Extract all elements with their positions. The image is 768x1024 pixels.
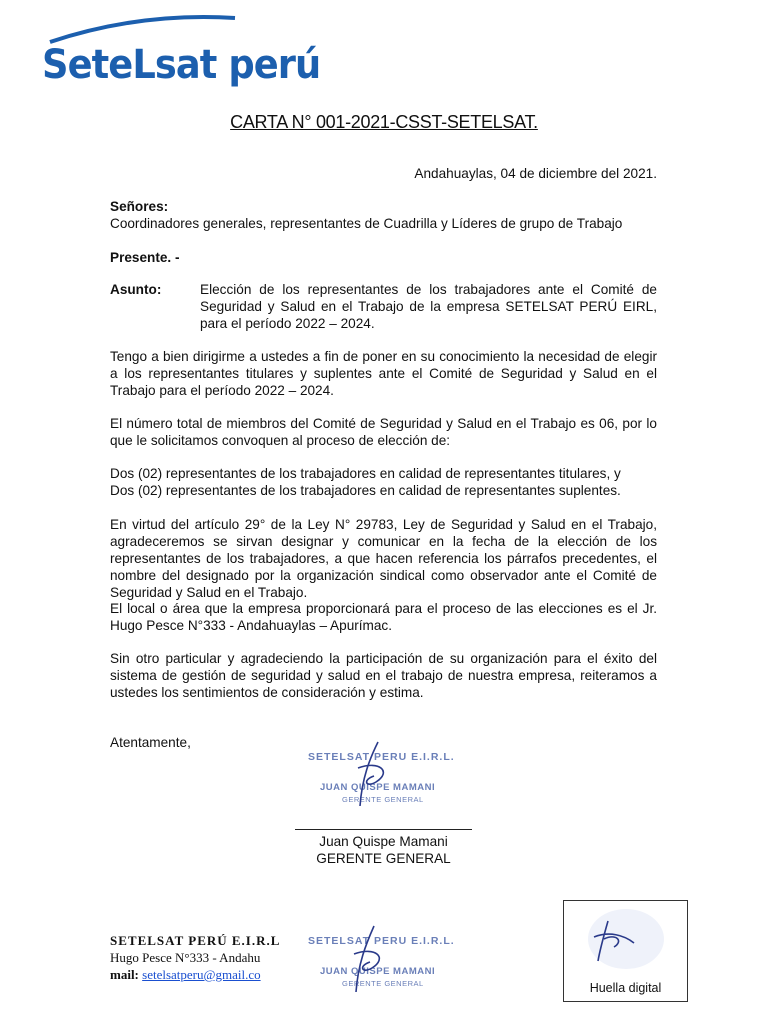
stamp-lower-line-3: GERENTE GENERAL [342, 979, 424, 988]
paragraph-1: Tengo a bien dirigirme a ustedes a fin de poner en su conocimiento la necesidad de elegir a los representantes titulares y suplentes ante el Comité de Seguridad y Salud en el Trabajo para el período 2022 – 2024. [110, 349, 657, 398]
fingerprint-label: Huella digital [589, 981, 662, 995]
footer-address: Hugo Pesce N°333 - Andahu [110, 950, 261, 965]
stamp-lower-line-1: SETELSAT PERU E.I.R.L. [308, 935, 455, 947]
company-stamp-lower [300, 922, 470, 1002]
signer-role: GERENTE GENERAL [316, 851, 451, 866]
signature-line [295, 829, 472, 830]
footer-mail-label: mail: [110, 967, 139, 982]
logo-text: SeteLsat perú [42, 42, 321, 88]
stamp-line-3: GERENTE GENERAL [342, 795, 424, 804]
list-item-2: Dos (02) representantes de los trabajadores en calidad de representantes suplentes. [110, 483, 621, 498]
company-stamp [300, 738, 470, 818]
place-date: Andahuaylas, 04 de diciembre del 2021. [414, 166, 657, 181]
stamp-lower-line-2: JUAN QUISPE MAMANI [320, 966, 436, 977]
company-logo [40, 12, 321, 90]
paragraph-3: En virtud del artículo 29° de la Ley N° 29783, Ley de Seguridad y Salud en el Trabajo, agradeceremos se sirvan designar y comunicar en la fecha de la elección de los representantes de los trabajadores, a que hacen referencia los párrafos precedentes, el nombre del designado por la organización sindical como observador ante el Comité de Seguridad y Salud en el Trabajo. [110, 517, 657, 600]
closing: Atentamente, [110, 735, 191, 750]
paragraph-2: El número total de miembros del Comité de Seguridad y Salud en el Trabajo es 06, por lo que le solicitamos convoquen al proceso de elección de: [110, 416, 657, 448]
paragraph-5: Sin otro particular y agradeciendo la participación de su organización para el éxito del sistema de gestión de seguridad y salud en el trabajo de nuestra empresa, reiteramos a ustedes los sentimientos de consideración y estima. [110, 651, 657, 700]
stamp-line-2: JUAN QUISPE MAMANI [320, 782, 436, 793]
signer-name: Juan Quispe Mamani [319, 834, 448, 849]
recipients: Coordinadores generales, representantes de Cuadrilla y Líderes de grupo de Trabajo [110, 216, 623, 231]
fingerprint-box [563, 900, 688, 1002]
asunto-label: Asunto: [110, 282, 162, 297]
footer-mail-link[interactable]: setelsatperu@gmail.co [142, 967, 261, 982]
list-item-1: Dos (02) representantes de los trabajadores en calidad de representantes titulares, y [110, 466, 621, 481]
footer-company: SETELSAT PERÚ E.I.R.L [110, 933, 281, 948]
footer [110, 932, 282, 983]
paragraph-4: El local o área que la empresa proporcionará para el proceso de las elecciones es el Jr. Hugo Pesce N°333 - Andahuaylas – Apurímac. [110, 601, 657, 633]
recipients-label: Señores: [110, 199, 169, 214]
letter-title: CARTA N° 001-2021-CSST-SETELSAT. [230, 112, 538, 132]
presente: Presente. - [110, 250, 180, 265]
asunto-text: Elección de los representantes de los trabajadores ante el Comité de Seguridad y Salud en el Trabajo de la empresa SETELSAT PERÚ EIRL, para el período 2022 – 2024. [200, 282, 657, 331]
stamp-line-1: SETELSAT PERU E.I.R.L. [308, 751, 455, 763]
